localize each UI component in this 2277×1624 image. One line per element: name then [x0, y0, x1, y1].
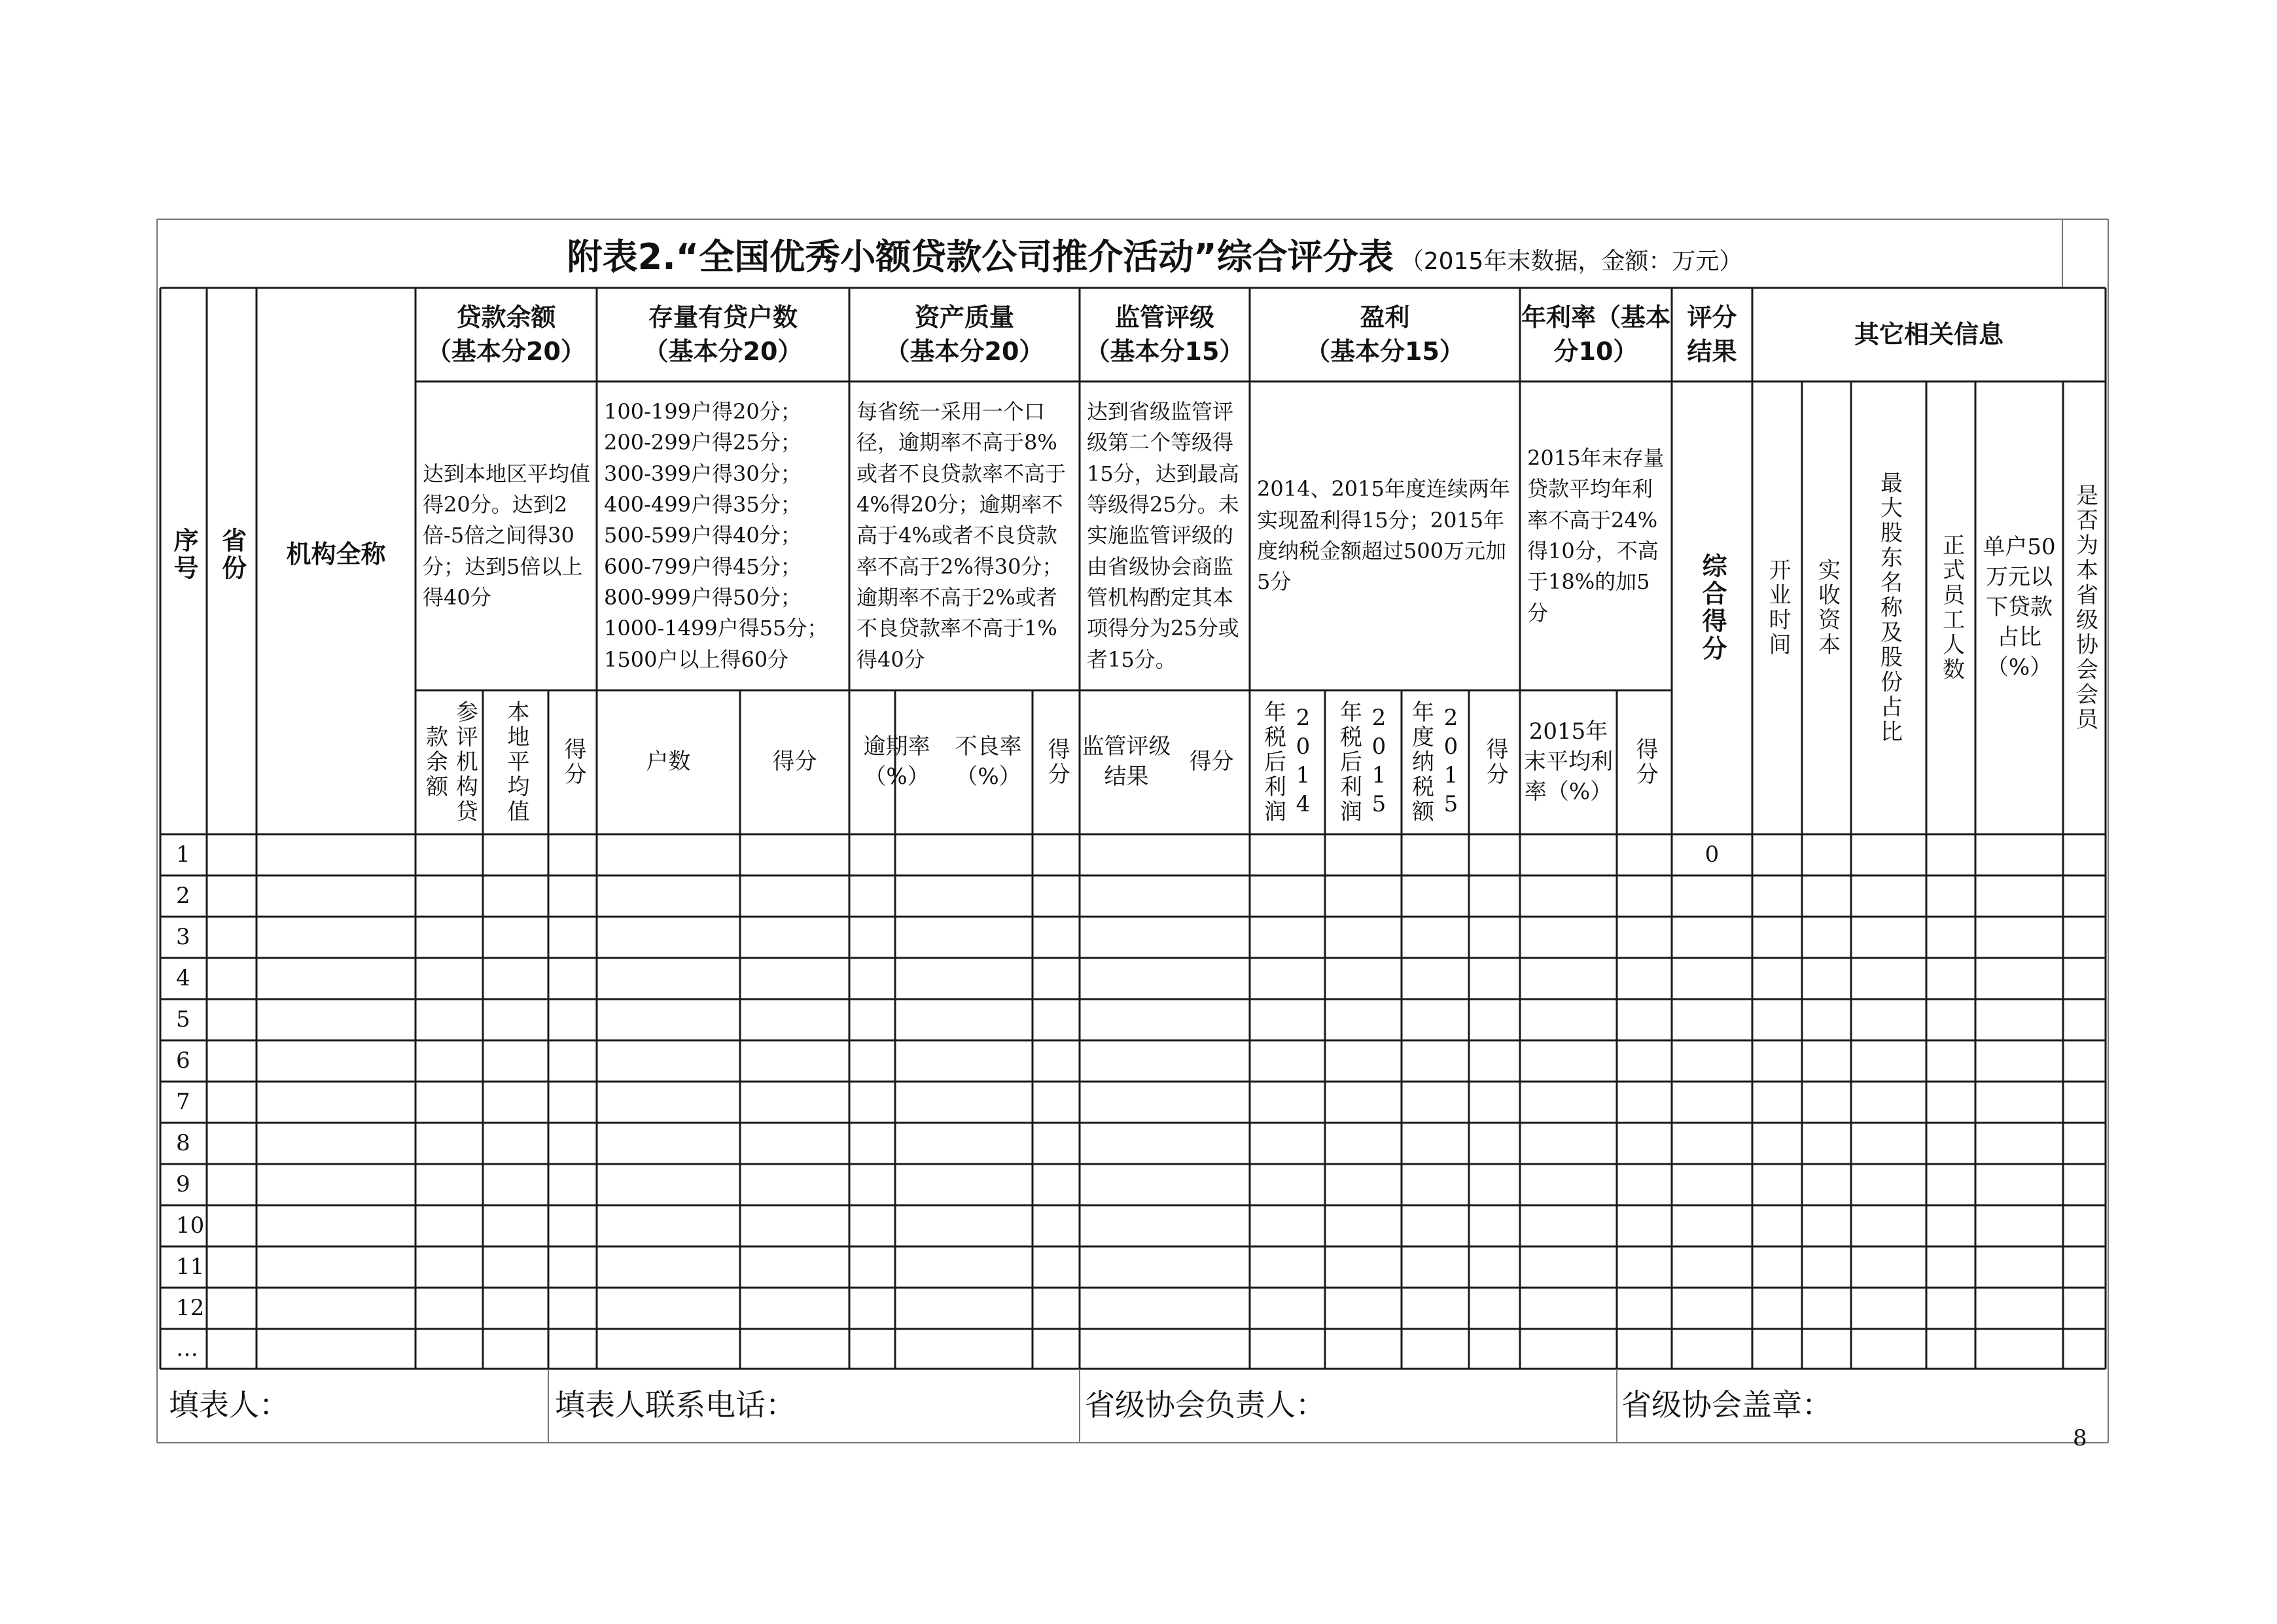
row-1-total-score: 0 — [1704, 841, 1720, 868]
subheader-rating-score: 得分 — [1189, 749, 1234, 775]
page-title — [157, 229, 2153, 275]
subheader-rating-result: 监管评级结果 — [1082, 733, 1171, 790]
subheader-quality-score: 得分 — [1043, 737, 1070, 787]
table-row-number: 8 — [176, 1129, 190, 1156]
subheader-average-rate: 2015年末平均利率（%） — [1524, 718, 1613, 805]
table-row-number: 7 — [176, 1088, 190, 1115]
table-row-number: 6 — [176, 1047, 190, 1074]
subheader-npl-rate: 不良率（%） — [955, 733, 1022, 790]
subheader-borrower-count: 户数 — [646, 749, 691, 775]
rule-borrowers: 100-199户得20分； 200-299户得25分； 300-399户得30分； 400-499户得35分； 500-599户得40分； 600-799户得45分； 800-999户得50分； 1000-1499户得55分； 1500户以上得60分 — [604, 398, 828, 672]
header-rate: 年利率（基本分10） — [1521, 303, 1670, 366]
subheader-loan-amount: 参评机构贷款余额 — [421, 700, 478, 824]
subheader-paid-capital: 实收资本 — [1814, 558, 1841, 658]
rule-asset-quality: 每省统一采用一个口径，逾期率不高于8%或者不良贷款率不高于4%得20分；逾期率不高于4%或者不良贷款率不高于2%得30分；逾期率不高于2%或者不良贷款率不高于1%得40分 — [856, 398, 1067, 672]
header-asset-quality: 资产质量 （基本分20） — [885, 303, 1044, 366]
subheader-total-score: 综合得分 — [1698, 553, 1727, 663]
subheader-tax-2015: 2015年度纳税额 — [1407, 700, 1464, 824]
rule-rate: 2015年末存量贷款平均年利率不高于24%得10分，不高于18%的加5分 — [1527, 445, 1665, 626]
header-seq: 序号 — [169, 527, 199, 582]
subheader-profit-2015: 2015年税后利润 — [1335, 700, 1392, 824]
table-row-number: 11 — [176, 1253, 205, 1280]
subheader-profit-score: 得分 — [1481, 737, 1508, 787]
subheader-rate-score: 得分 — [1631, 737, 1658, 787]
table-row-number: 9 — [176, 1171, 190, 1197]
header-profit: 盈利 （基本分15） — [1305, 303, 1464, 366]
footer-association-head: 省级协会负责人： — [1085, 1387, 1326, 1422]
table-row-number: 1 — [176, 841, 190, 868]
subheader-borrower-score: 得分 — [772, 749, 817, 775]
subheader-local-average: 本地平均值 — [503, 700, 529, 824]
table-row-number: 4 — [176, 964, 190, 991]
header-other-info: 其它相关信息 — [1854, 319, 2003, 349]
header-result: 评分 结果 — [1687, 303, 1737, 366]
subheader-overdue-rate: 逾期率（%） — [863, 733, 930, 790]
header-borrowers: 存量有贷户数 （基本分20） — [643, 303, 803, 366]
rule-loan-balance: 达到本地区平均值得20分。达到2倍-5倍之间得30分；达到5倍以上得40分 — [423, 461, 591, 610]
header-rating: 监管评级 （基本分15） — [1085, 303, 1244, 366]
table-row-number: 3 — [176, 923, 190, 950]
footer-phone: 填表人联系电话： — [555, 1387, 796, 1422]
rule-rating: 达到省级监管评级第二个等级得15分，达到最高等级得25分。未实施监管评级的由省级协会商监管机构酌定其本项得分为25分或者15分。 — [1087, 398, 1239, 672]
header-province: 省份 — [217, 527, 247, 582]
table-row-number: 2 — [176, 882, 190, 909]
footer-filler: 填表人： — [169, 1387, 289, 1422]
rule-profit: 2014、2015年度连续两年实现盈利得15分；2015年度纳税金额超过500万元加5分 — [1257, 476, 1510, 595]
header-loan-balance: 贷款余额 （基本分20） — [427, 303, 586, 366]
table-row-number: 10 — [176, 1212, 205, 1239]
subheader-small-loan-ratio: 单户50万元以下贷款占比（%） — [1983, 534, 2056, 680]
page-number: 8 — [2073, 1425, 2087, 1451]
table-row-number: 12 — [176, 1294, 205, 1321]
title-subtitle: （2015年末数据，金额：万元） — [1400, 248, 1743, 275]
title-main: 附表2.“全国优秀小额贷款公司推介活动”综合评分表 — [567, 236, 1394, 277]
table-row-number: … — [176, 1335, 198, 1362]
subheader-top-shareholder: 最大股东名称及股份占比 — [1876, 471, 1903, 745]
table-row-number: 5 — [176, 1006, 190, 1033]
footer-association-seal: 省级协会盖章： — [1621, 1387, 1832, 1422]
subheader-member: 是否为本省级协会会员 — [2072, 484, 2098, 732]
subheader-profit-2014: 2014年税后利润 — [1260, 700, 1316, 824]
header-org-name: 机构全称 — [286, 539, 386, 569]
subheader-loan-score: 得分 — [559, 737, 586, 787]
subheader-employees: 正式员工人数 — [1938, 533, 1965, 682]
subheader-open-time: 开业时间 — [1764, 558, 1791, 658]
